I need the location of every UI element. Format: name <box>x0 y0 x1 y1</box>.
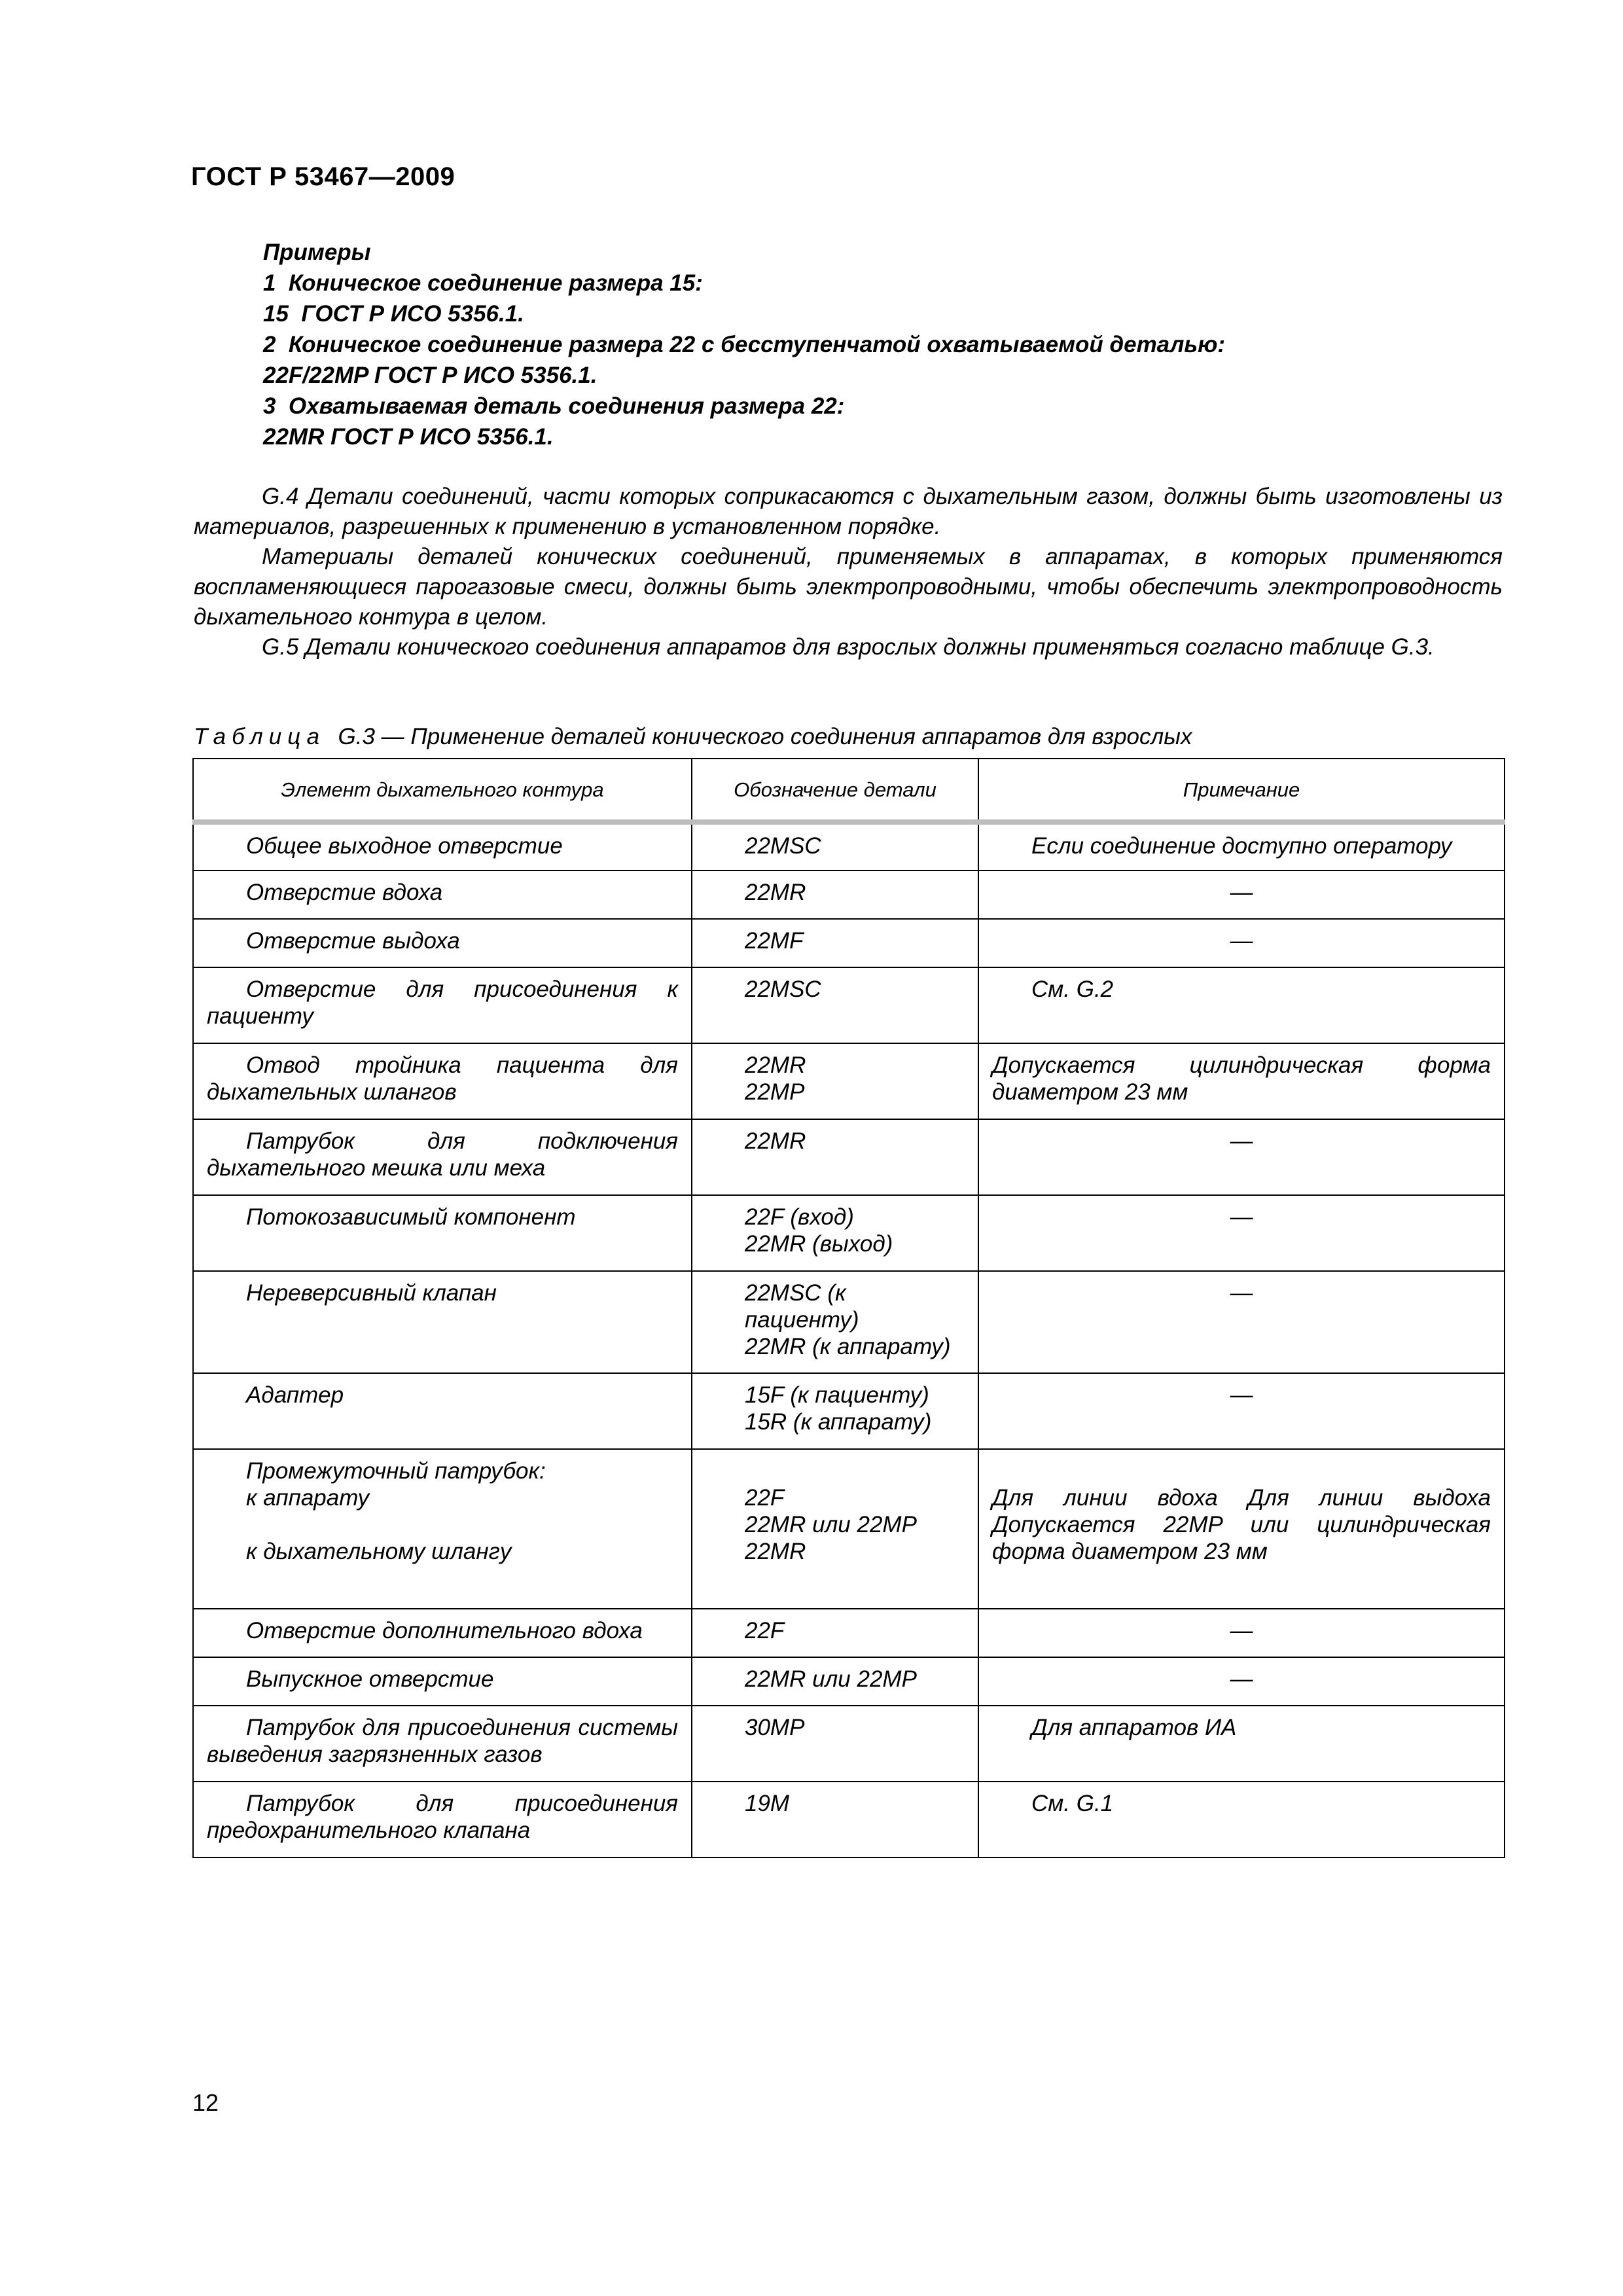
document-header: ГОСТ Р 53467—2009 <box>191 162 455 191</box>
example-line: 1 Коническое соединение размера 15: <box>263 270 703 296</box>
example-line: 15 ГОСТ Р ИСО 5356.1. <box>263 301 524 327</box>
cell-note: См. G.1 <box>1031 1791 1114 1816</box>
table-caption-label: Таблица <box>194 724 326 749</box>
body-text <box>194 482 1503 662</box>
table-row <box>193 1119 1505 1195</box>
example-line: 22F/22MP ГОСТ Р ИСО 5356.1. <box>263 363 597 388</box>
example-line: 22MR ГОСТ Р ИСО 5356.1. <box>263 424 554 450</box>
cell-element-a: к аппарату <box>246 1485 370 1511</box>
table-header-row <box>193 759 1505 822</box>
cell-note: См. G.2 <box>1031 977 1114 1002</box>
cell-note: Если соединение доступно оператору <box>1031 833 1452 859</box>
table-caption <box>194 724 1192 750</box>
table-row <box>193 1782 1505 1857</box>
cell-element: Выпускное отверстие <box>246 1666 494 1692</box>
cell-element: Отвод тройника пациента для дыхательных шлангов <box>207 1052 678 1105</box>
table-row <box>193 1373 1505 1449</box>
examples-title: Примеры <box>263 240 371 265</box>
table-row <box>193 1271 1505 1373</box>
cell-designation: 22F (вход) 22MR (выход) <box>692 1195 978 1271</box>
cell-designation: 22MF <box>692 919 978 967</box>
column-header-designation: Обозначение детали <box>692 759 978 822</box>
cell-note: Допускается цилиндрическая форма диаметром 23 мм <box>992 1052 1491 1105</box>
examples-block <box>263 237 1225 452</box>
cell-designation: 22MR <box>692 870 978 919</box>
cell-element: Патрубок для присоединения системы выведения загрязненных газов <box>207 1715 678 1767</box>
cell-designation-a2: 22MR или 22MP <box>745 1512 917 1537</box>
cell-note: Для аппаратов ИА <box>1031 1715 1237 1740</box>
example-line: 3 Охватываемая деталь соединения размера 22: <box>263 393 845 419</box>
table-row <box>193 870 1505 919</box>
cell-element: Патрубок для подключения дыхательного мешка или меха <box>207 1128 678 1181</box>
cell-designation-a: 22F <box>745 1485 785 1511</box>
cell-element: Отверстие вдоха <box>246 880 443 905</box>
cell-designation-b: 22MR <box>745 1539 806 1564</box>
cell-note: — <box>1230 1666 1253 1692</box>
column-header-note: Примечание <box>978 759 1505 822</box>
cell-note-a2: Для линии выдоха <box>1247 1485 1491 1511</box>
cell-note-b: Допускается 22MP или цилиндрическая форма диаметром 23 мм <box>992 1512 1491 1564</box>
table-row <box>193 1449 1505 1609</box>
cell-note: — <box>1230 1204 1253 1230</box>
cell-element: Отверстие выдоха <box>246 928 460 954</box>
page-number: 12 <box>192 2089 219 2116</box>
paragraph-g5: G.5 Детали конического соединения аппаратов для взрослых должны применяться согласно таблице G.3. <box>262 634 1435 660</box>
cell-note: — <box>1230 1618 1253 1643</box>
cell-designation: 22MSC <box>692 822 978 870</box>
cell-note-spacer <box>992 1458 1491 1484</box>
cell-element-title: Промежуточный патрубок: <box>246 1458 546 1484</box>
table-row <box>193 1609 1505 1657</box>
example-line: 2 Коническое соединение размера 22 с бесступенчатой охватываемой деталью: <box>263 332 1226 357</box>
table-row <box>193 1657 1505 1706</box>
cell-designation: 22MR <box>692 1119 978 1195</box>
paragraph-materials: Материалы деталей конических соединений, применяемых в аппаратах, в которых применяются воспламеняющиеся парогазовые смеси, должны быть электропроводными, чтобы обеспечить электропроводность дыхательного контура в целом. <box>194 544 1503 630</box>
cell-designation-spacer <box>745 1458 962 1484</box>
cell-element: Потокозависимый компонент <box>246 1204 576 1230</box>
cell-note: — <box>1230 880 1253 905</box>
cell-element: Отверстие для присоединения к пациенту <box>207 977 678 1029</box>
cell-designation: 22MSC (к пациенту) 22MR (к аппарату) <box>692 1271 978 1373</box>
cell-element: Общее выходное отверстие <box>246 833 563 859</box>
cell-note: — <box>1230 1128 1253 1154</box>
cell-designation: 22F <box>692 1609 978 1657</box>
cell-designation: 22MR или 22MP <box>692 1657 978 1706</box>
table-row <box>193 1043 1505 1119</box>
cell-note: — <box>1230 1280 1253 1306</box>
cell-element: Отверстие дополнительного вдоха <box>246 1618 643 1643</box>
connections-table <box>192 758 1505 1858</box>
cell-element: Нереверсивный клапан <box>246 1280 497 1306</box>
cell-designation: 15F (к пациенту) 15R (к аппарату) <box>692 1373 978 1449</box>
table-row <box>193 822 1505 870</box>
cell-note: — <box>1230 1382 1253 1408</box>
cell-note: — <box>1230 928 1253 954</box>
table-row <box>193 967 1505 1043</box>
cell-note-a: Для линии вдоха <box>992 1485 1218 1511</box>
cell-designation: 19M <box>692 1782 978 1857</box>
cell-element-spacer <box>207 1511 678 1538</box>
cell-designation: 30MP <box>692 1706 978 1782</box>
cell-element: Адаптер <box>246 1382 344 1408</box>
table-row <box>193 1195 1505 1271</box>
cell-element-b: к дыхательному шлангу <box>246 1539 512 1564</box>
table-caption-text: G.3 — Применение деталей конического соединения аппаратов для взрослых <box>338 724 1192 749</box>
table-row <box>193 1706 1505 1782</box>
table-row <box>193 919 1505 967</box>
cell-element: Патрубок для присоединения предохранительного клапана <box>207 1791 678 1843</box>
column-header-element: Элемент дыхательного контура <box>193 759 692 822</box>
cell-designation: 22MSC <box>692 967 978 1043</box>
paragraph-g4: G.4 Детали соединений, части которых соприкасаются с дыхательным газом, должны быть изготовлены из материалов, разрешенных к применению в установленном порядке. <box>194 484 1503 539</box>
cell-designation: 22MR 22MP <box>692 1043 978 1119</box>
